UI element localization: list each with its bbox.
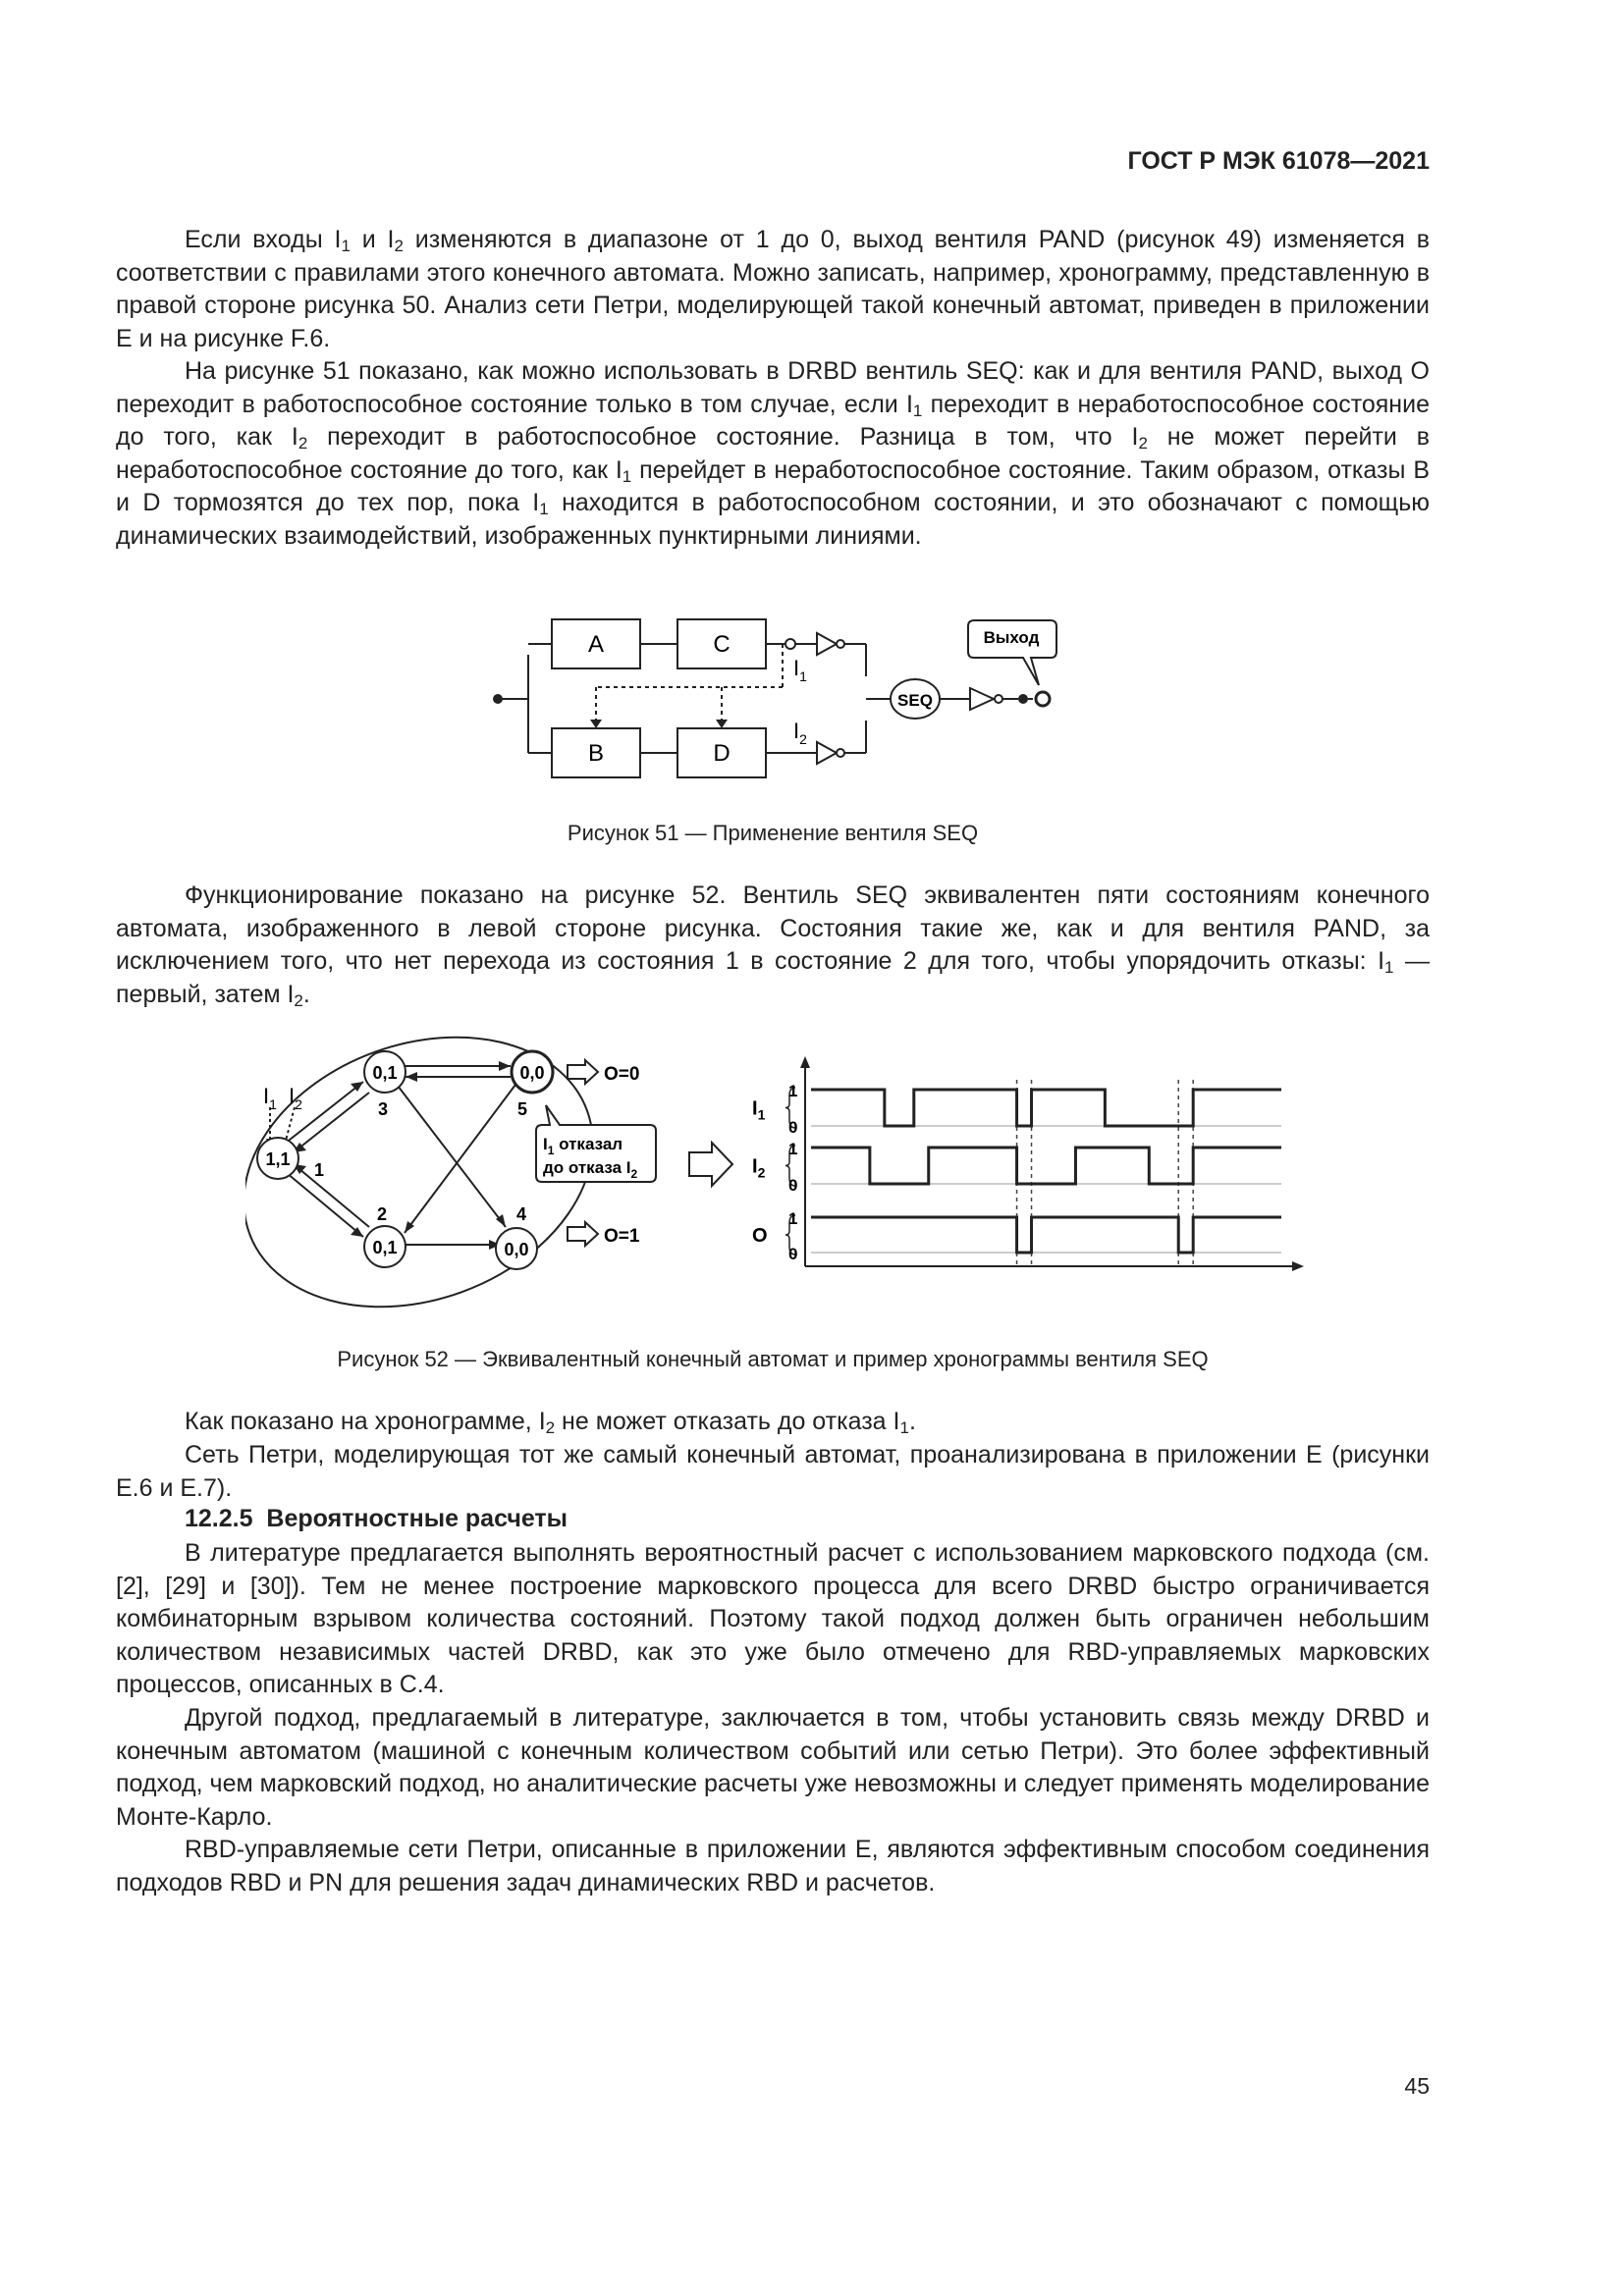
paragraph-chronogram-note: Как показано на хронограмме, $I_2$ не может отказать до отказа $I_1$. — [185, 1408, 916, 1437]
state-input-i2: $I_2$ — [289, 1084, 302, 1112]
series-tick-low: 0 — [788, 1118, 798, 1137]
state-2-number: 2 — [377, 1204, 388, 1224]
figure-51-caption: Рисунок 51 — Применение вентиля SEQ — [567, 821, 979, 845]
state-4-label: 0,0 — [504, 1240, 529, 1259]
paragraph-seq-usage: На рисунке 51 показано, как можно использовать в DRBD вентиль SEQ: как и для вентиля PAND, выход O переходит в работоспособное состояние только в том случае, если $I_1$ переходит в неработоспособное состояние до того, как $I_2$ переходит в работоспособное состояние. Разница в том, что $I_2$ не может перейти в неработоспособное состояние до того, как $I_1$ перейдет в неработоспособное состояние. Таким образом, отказы B и D тормозятся до тех пор, пока $I_1$ находится в работоспособном состоянии, и это обозначают с помощью динамических взаимодействий, изображенных пунктирными линиями. — [116, 357, 1430, 550]
state-5-label: 0,0 — [519, 1063, 545, 1083]
i1-label: $I_1$ — [793, 656, 807, 684]
output-inverter — [970, 688, 994, 710]
state-1-label: 1,1 — [265, 1149, 291, 1169]
dependency-arrow-b — [590, 720, 602, 728]
block-b-label: B — [587, 740, 605, 767]
inverter-top — [817, 633, 837, 655]
output-callout-label: Выход — [983, 628, 1040, 647]
paragraph-markov: В литературе предлагается выполнять вероятностный расчет с использованием марковского подхода (см. [2], [29] и [30]). Тем не менее построение марковского процесса для всего DRBD быстро ограничивается комбинаторным взрывом количества состояний. Поэтому такой подход должен быть ограничен небольшим количеством независимых частей DRBD, как это уже было отмечено для RBD-управляемых марковских процессов, описанных в С.4. — [116, 1539, 1430, 1698]
state-1-number: 1 — [314, 1160, 325, 1180]
output-zero-arrow — [568, 1060, 598, 1084]
state-note-line1: $I_1$ отказал — [543, 1135, 623, 1157]
state-2-label: 0,1 — [372, 1238, 398, 1257]
inverter-bottom — [817, 742, 837, 764]
series-o-waveform — [811, 1217, 1281, 1253]
seq-gate-label: SEQ — [897, 691, 933, 710]
series-name-i2: $I_2$ — [752, 1155, 766, 1181]
series-name-o: O — [752, 1225, 768, 1247]
series-i1-waveform — [811, 1090, 1281, 1126]
paragraph-rbd-petri: RBD-управляемые сети Петри, описанные в приложении E, являются эффективным способом соединения подходов RBD и PN для решения задач динамических RBD и расчетов. — [116, 1836, 1430, 1896]
figure-52-transition-arrow — [687, 1141, 736, 1190]
series-tick-high: 1 — [788, 1209, 798, 1228]
series-tick-high: 1 — [788, 1082, 798, 1100]
state-3-label: 0,1 — [372, 1063, 398, 1083]
time-axis-arrow — [1292, 1261, 1304, 1271]
output-zero-label: O=0 — [604, 1064, 640, 1085]
i1-node — [785, 639, 795, 649]
block-d-label: D — [713, 740, 731, 767]
value-axis-arrow — [800, 1056, 810, 1068]
series-i2-waveform — [811, 1148, 1281, 1184]
document-header: ГОСТ Р МЭК 61078—2021 — [1127, 147, 1430, 175]
i2-label: $I_2$ — [793, 719, 807, 747]
state-5-number: 5 — [517, 1099, 528, 1119]
input-node — [493, 694, 503, 704]
figure-51-diagram — [481, 601, 1070, 797]
paragraph-pand-inputs: Если входы $I_1$ и $I_2$ изменяются в диапазоне от 1 до 0, выход вентиля PAND (рисунок 49) изменяется в соответствии с правилами этого конечного автомата. Можно записать, например, хронограмму, представленную в правой стороне рисунка 50. Анализ сети Петри, моделирующей такой конечный автомат, приведен в приложении E и на рисунке F.6. — [116, 226, 1430, 352]
series-tick-low: 0 — [788, 1245, 798, 1263]
state-4-number: 4 — [516, 1204, 527, 1224]
series-tick-high: 1 — [788, 1140, 798, 1158]
figure-52-chronogram — [736, 1050, 1316, 1286]
paragraph-petri-net: Сеть Петри, моделирующая тот же самый конечный автомат, проанализирована в приложении E (рисунки E.6 и E.7). — [116, 1441, 1430, 1502]
output-one-label: O=1 — [604, 1226, 640, 1247]
state-note-line2: до отказа $I_2$ — [543, 1158, 638, 1181]
block-a-label: A — [587, 631, 605, 658]
block-c-label: C — [713, 631, 731, 658]
series-name-i1: $I_1$ — [752, 1097, 766, 1123]
figure-52-caption: Рисунок 52 — Эквивалентный конечный автомат и пример хронограммы вентиля SEQ — [337, 1347, 1209, 1371]
output-one-arrow — [568, 1222, 598, 1246]
figure-52-state-machine — [245, 1031, 687, 1315]
paragraph-seq-states: Функционирование показано на рисунке 52. Вентиль SEQ эквивалентен пяти состояниям конечного автомата, изображенного в левой стороне рисунка. Состояния такие же, как и для вентиля PAND, за исключением того, что нет перехода из состояния 1 в состояние 2 для того, чтобы упорядочить отказы: $I_1$ — первый, затем $I_2$. — [116, 881, 1430, 1010]
paragraph-finite-automaton: Другой подход, предлагаемый в литературе, заключается в том, чтобы установить связь между DRBD и конечным автоматом (машиной с конечным количеством событий или сетью Петри). Это более эффективный подход, чем марковский подход, но аналитические расчеты уже невозможны и следует применять моделирование Монте-Карло. — [116, 1704, 1430, 1831]
series-tick-low: 0 — [788, 1176, 798, 1195]
state-3-number: 3 — [378, 1099, 389, 1119]
output-terminal — [1036, 692, 1050, 706]
dependency-arrow-d — [716, 720, 728, 728]
state-input-i1: $I_1$ — [263, 1084, 277, 1112]
page-number: 45 — [1404, 2073, 1430, 2099]
section-heading: 12.2.5 Вероятностные расчеты — [185, 1505, 568, 1532]
